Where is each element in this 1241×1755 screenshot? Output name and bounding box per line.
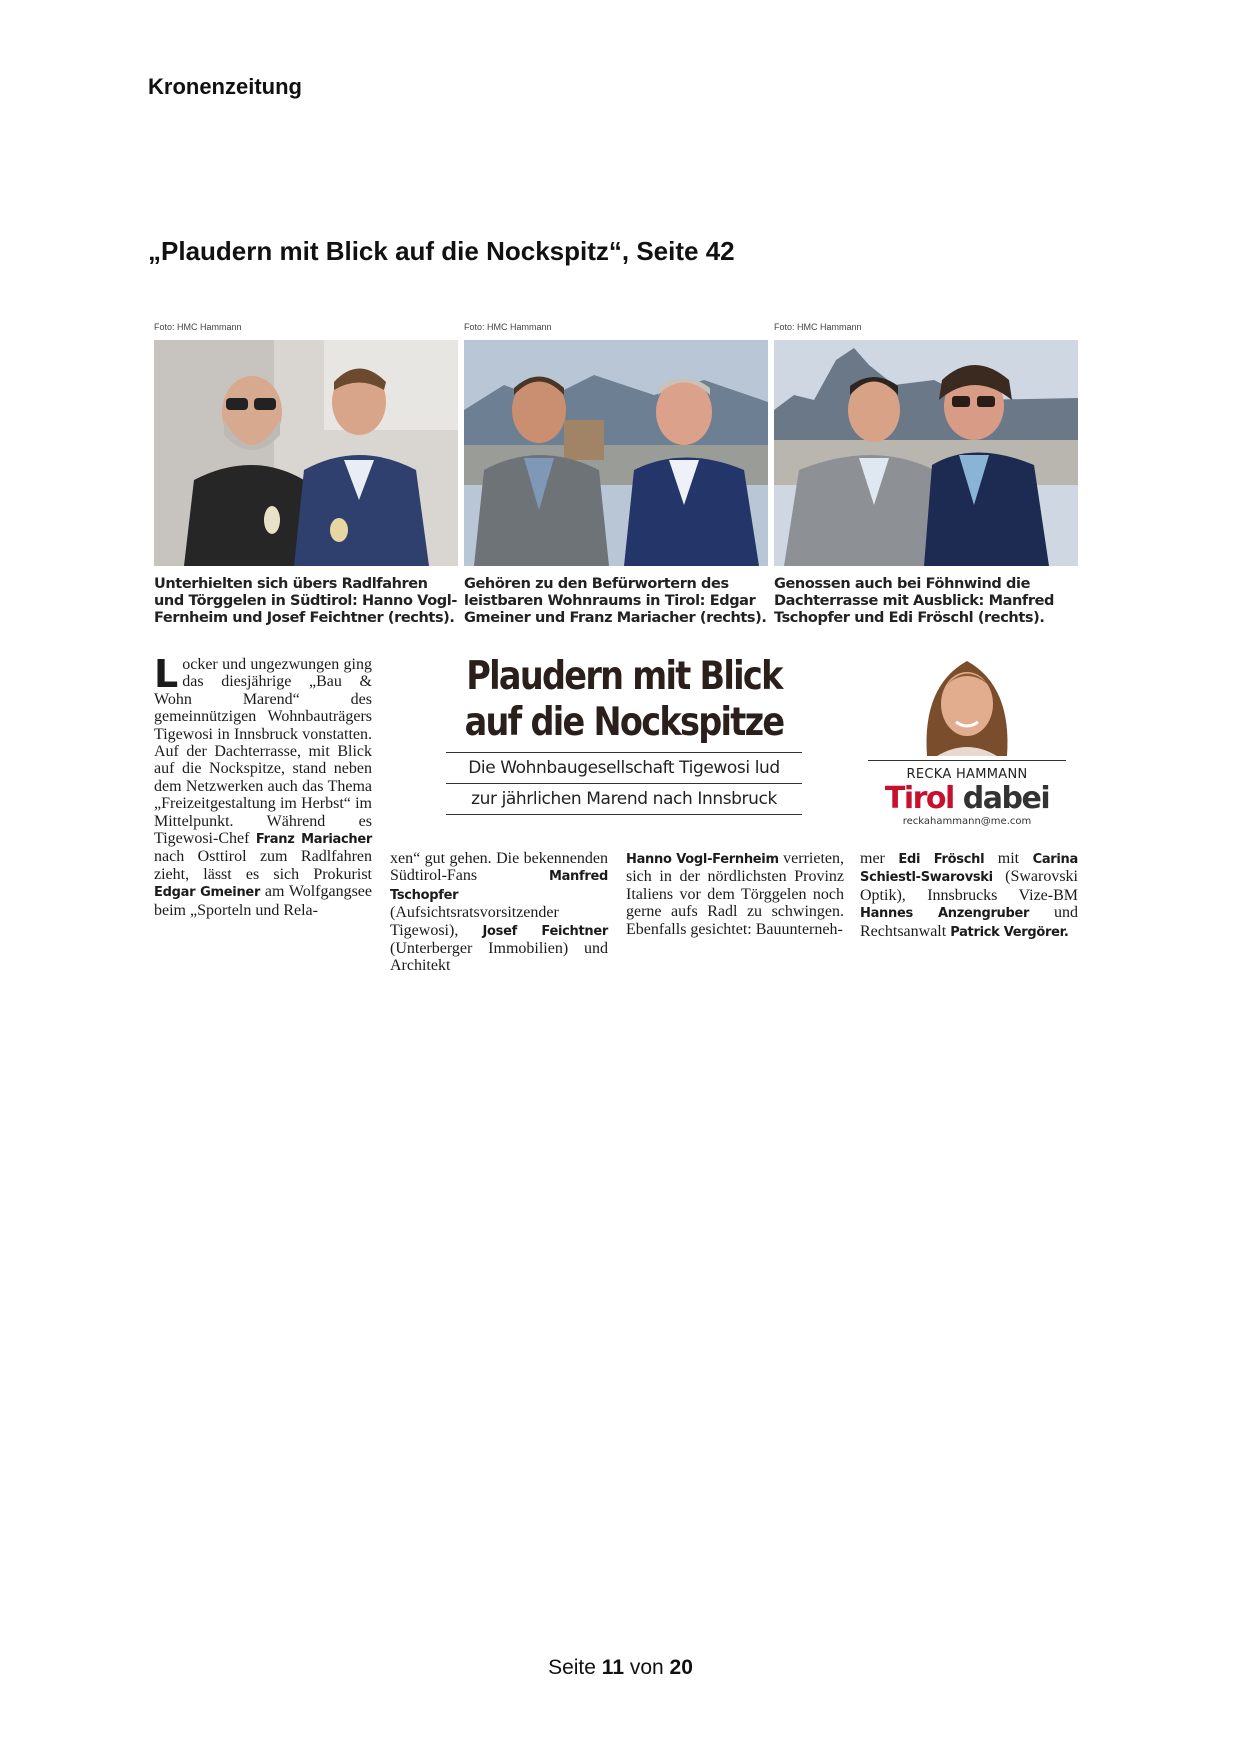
photo-caption-2: Gehören zu den Befürwortern des leistbaren Wohnraums in Tirol: Edgar Gmeiner und Franz Mariacher (rechts). <box>464 576 767 626</box>
page-footer: Seite 11 von 20 <box>548 1656 693 1679</box>
article-headline <box>414 654 834 815</box>
photo-2 <box>464 340 768 566</box>
subheadline-1: Die Wohnbaugesellschaft Tigewosi lud <box>446 752 802 783</box>
clip-title: „Plaudern mit Blick auf die Nockspitz“, Seite 42 <box>148 236 735 266</box>
newspaper-clipping <box>154 322 1078 975</box>
columnist-email: reckahammann@me.com <box>902 816 1032 827</box>
headline-line-2: auf die Nockspitze <box>464 700 784 745</box>
article-column-3: Hanno Vogl-Fernheim verrieten, sich in der nördlichsten Provinz Italiens vor dem Törggelen noch gerne aufs Radl zu schwingen. Ebenfalls gesichtet: Bauunterneh- <box>626 850 844 938</box>
photo-caption-1: Unterhielten sich übers Radlfahren und Törggelen in Südtirol: Hanno Vogl-Fernheim und Josef Feichtner (rechts). <box>154 576 457 626</box>
photo-caption-3: Genossen auch bei Föhnwind die Dachterrasse mit Ausblick: Manfred Tschopfer und Edi Fröschl (rechts). <box>774 576 1054 626</box>
photo-3 <box>774 340 1078 566</box>
article-column-2: xen“ gut gehen. Die bekennenden Südtirol-Fans Manfred Tschopfer (Aufsichtsratsvorsitzender Tigewosi), Josef Feichtner (Unterberger Immobilien) und Architekt <box>390 850 609 975</box>
article-column-1: Locker und ungezwungen ging das diesjährige „Bau & Wohn Marend“ des gemeinnützigen Wohnbauträgers Tigewosi in Innsbruck vonstatten. Auf der Dachterrasse, mit Blick auf die Nockspitze, stand neben dem Netzwerken auch das Thema „Freizeitgestaltung im Herbst“ im Mittelpunkt. Während es Tigewosi-Chef Franz Mariacher nach Osttirol zum Radlfahren zieht, lässt es sich Prokurist Edgar Gmeiner am Wolfgangsee beim „Sporteln und Rela- <box>154 652 373 919</box>
photo-credit-1: Foto: HMC Hammann <box>154 322 242 332</box>
columnist-box <box>868 646 1066 827</box>
article-column-4: mer Edi Fröschl mit Carina Schiestl-Swarovski (Swarovski Optik), Innsbrucks Vize-BM Hannes Anzengruber und Rechtsanwalt Patrick Vergörer. <box>860 850 1078 940</box>
headline-line-1: Plaudern mit Blick <box>466 654 782 699</box>
photo-1 <box>154 340 458 566</box>
photo-credit-3: Foto: HMC Hammann <box>774 322 862 332</box>
current-page: 11 <box>601 1656 624 1679</box>
subheadline-2: zur jährlichen Marend nach Innsbruck <box>446 783 802 815</box>
columnist-portrait <box>912 646 1022 756</box>
column-brand: Tirol dabei <box>884 781 1050 816</box>
photo-credit-2: Foto: HMC Hammann <box>464 322 552 332</box>
source-name: Kronenzeitung <box>148 74 302 99</box>
dropcap: L <box>154 652 179 696</box>
total-pages: 20 <box>669 1656 693 1679</box>
columnist-name: RECKA HAMMANN <box>906 767 1028 782</box>
